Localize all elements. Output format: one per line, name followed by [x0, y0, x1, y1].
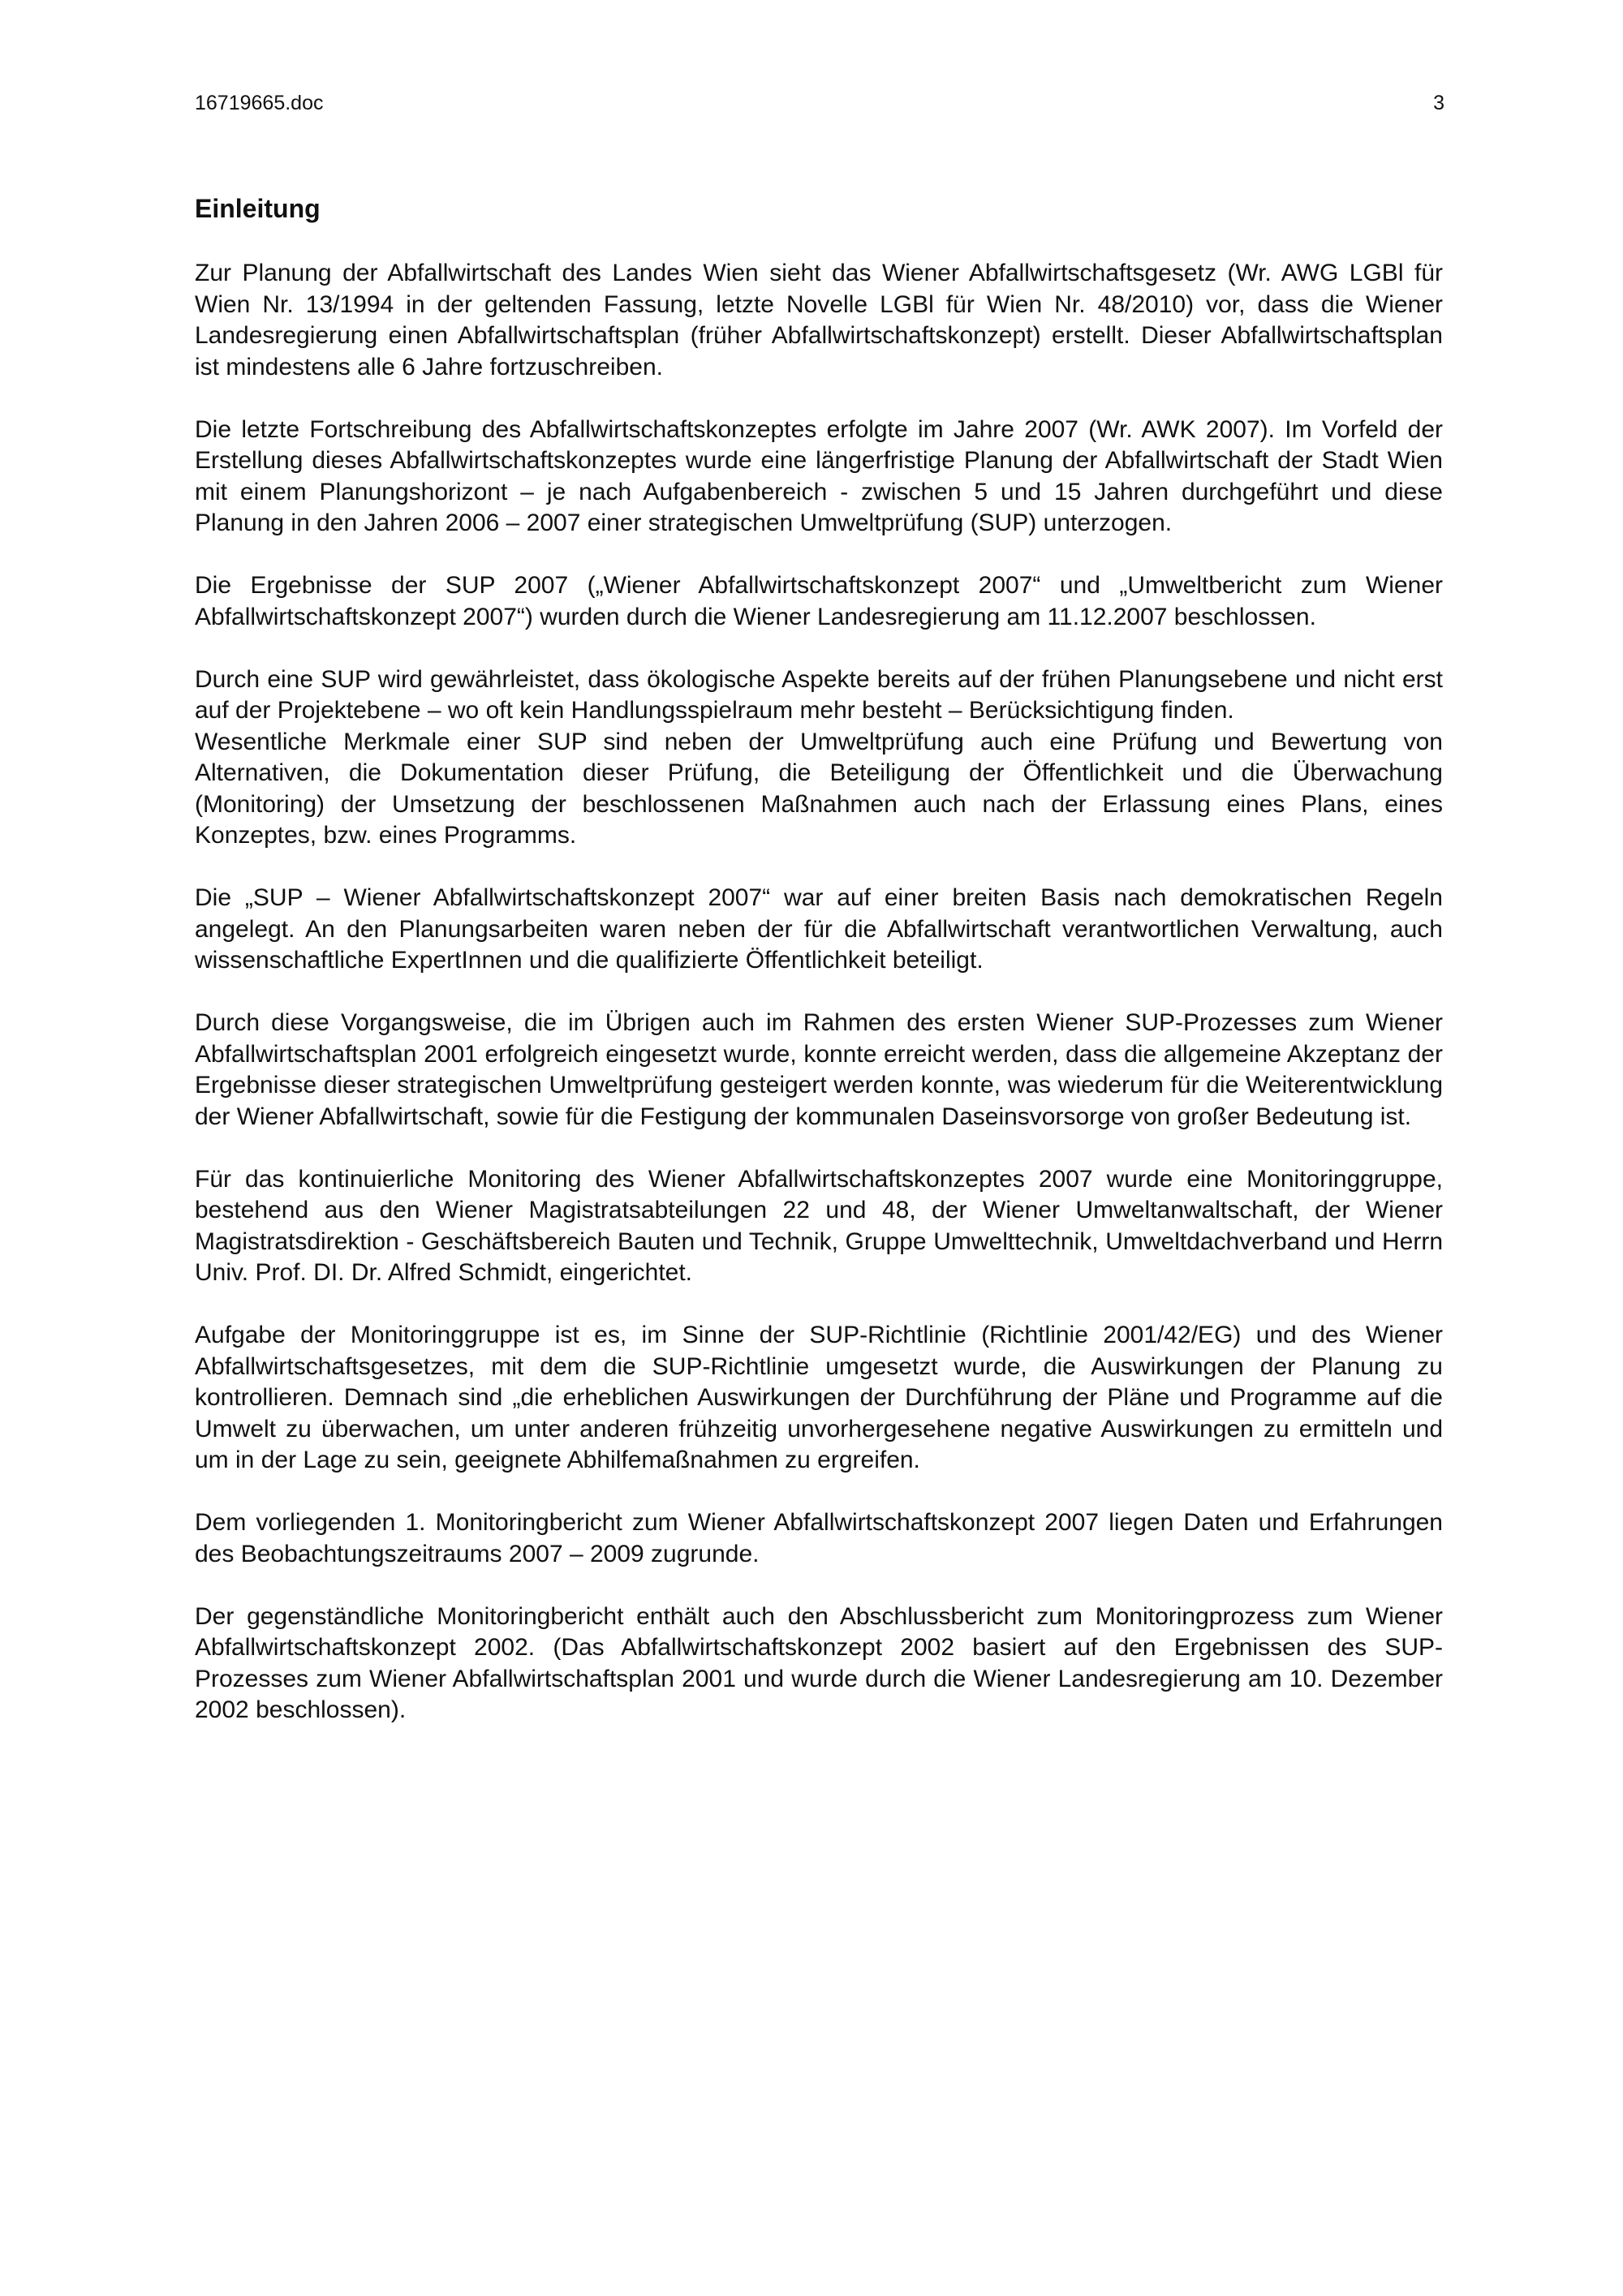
paragraph-7: Durch diese Vorgangsweise, die im Übrigen auch im Rahmen des ersten Wiener SUP-Prozesses zum Wiener Abfallwirtschaftsplan 2001 erfolgreich eingesetzt wurde, konnte erreicht werden, dass die allgemeine Akzeptanz der Ergebnisse dieser strategischen Umweltprüfung gesteigert werden konnte, was wiederum für die Weiterentwicklung der Wiener Abfallwirtschaft, sowie für die Festigung der kommunalen Daseinsvorsorge von großer Bedeutung ist. — [195, 1009, 1443, 1130]
paragraph-6: Die „SUP – Wiener Abfallwirtschaftskonzept 2007“ war auf einer breiten Basis nach demokratischen Regeln angelegt. An den Planungsarbeiten waren neben der für die Abfallwirtschaft verantwortlichen Verwaltung, auch wissenschaftliche ExpertInnen und die qualifizierte Öffentlichkeit beteiligt. — [195, 884, 1443, 974]
page-header — [195, 89, 1444, 117]
paragraph-3: Die Ergebnisse der SUP 2007 („Wiener Abfallwirtschaftskonzept 2007“ und „Umweltbericht zum Wiener Abfallwirtschaftskonzept 2007“) wurden durch die Wiener Landesregierung am 11.12.2007 beschlossen. — [195, 572, 1443, 630]
document-filename: 16719665.doc — [195, 92, 324, 114]
paragraph-5: Wesentliche Merkmale einer SUP sind neben der Umweltprüfung auch eine Prüfung und Bewertung von Alternativen, die Dokumentation dieser Prüfung, die Beteiligung der Öffentlichkeit und die Überwachung (Monitoring) der Umsetzung der beschlossenen Maßnahmen auch nach der Erlassung eines Plans, eines Konzeptes, bzw. eines Programms. — [195, 728, 1443, 849]
section-heading: Einleitung — [195, 194, 321, 223]
paragraph-10: Dem vorliegenden 1. Monitoringbericht zum Wiener Abfallwirtschaftskonzept 2007 liegen Daten und Erfahrungen des Beobachtungszeitraums 2007 – 2009 zugrunde. — [195, 1509, 1443, 1567]
paragraph-8: Für das kontinuierliche Monitoring des Wiener Abfallwirtschaftskonzeptes 2007 wurde eine Monitoringgruppe, bestehend aus den Wiener Magistratsabteilungen 22 und 48, der Wiener Umweltanwaltschaft, der Wiener Magistratsdirektion - Geschäftsbereich Bauten und Technik, Gruppe Umwelttechnik, Umweltdachverband und Herrn Univ. Prof. DI. Dr. Alfred Schmidt, eingerichtet. — [195, 1165, 1443, 1286]
paragraph-2: Die letzte Fortschreibung des Abfallwirtschaftskonzeptes erfolgte im Jahre 2007 (Wr. AWK 2007). Im Vorfeld der Erstellung dieses Abfallwirtschaftskonzeptes wurde eine längerfristige Planung der Abfallwirtschaft der Stadt Wien mit einem Planungshorizont – je nach Aufgabenbereich - zwischen 5 und 15 Jahren durchgeführt und diese Planung in den Jahren 2006 – 2007 einer strategischen Umweltprüfung (SUP) unterzogen. — [195, 415, 1443, 536]
paragraph-4: Durch eine SUP wird gewährleistet, dass ökologische Aspekte bereits auf der frühen Planungsebene und nicht erst auf der Projektebene – wo oft kein Handlungsspielraum mehr besteht – Berücksichtigung finden. — [195, 665, 1443, 724]
paragraph-1: Zur Planung der Abfallwirtschaft des Landes Wien sieht das Wiener Abfallwirtschaftsgesetz (Wr. AWG LGBl für Wien Nr. 13/1994 in der geltenden Fassung, letzte Novelle LGBl für Wien Nr. 48/2010) vor, dass die Wiener Landesregierung einen Abfallwirtschaftsplan (früher Abfallwirtschaftskonzept) erstellt. Dieser Abfallwirtschaftsplan ist mindestens alle 6 Jahre fortzuschreiben. — [195, 260, 1443, 381]
page-number: 3 — [1433, 92, 1444, 114]
paragraph-9: Aufgabe der Monitoringgruppe ist es, im Sinne der SUP-Richtlinie (Richtlinie 2001/42/EG) und des Wiener Abfallwirtschaftsgesetzes, mit dem die SUP-Richtlinie umgesetzt wurde, die Auswirkungen der Planung zu kontrollieren. Demnach sind „die erheblichen Auswirkungen der Durchführung der Pläne und Programme auf die Umwelt zu überwachen, um unter anderen frühzeitig unvorhergesehene negative Auswirkungen zu ermitteln und um in der Lage zu sein, geeignete Abhilfemaßnahmen zu ergreifen. — [195, 1322, 1443, 1473]
paragraph-11: Der gegenständliche Monitoringbericht enthält auch den Abschlussbericht zum Monitoringprozess zum Wiener Abfallwirtschaftskonzept 2002. (Das Abfallwirtschaftskonzept 2002 basiert auf den Ergebnissen des SUP-Prozesses zum Wiener Abfallwirtschaftsplan 2001 und wurde durch die Wiener Landesregierung am 10. Dezember 2002 beschlossen). — [195, 1602, 1443, 1723]
document-body — [195, 258, 1443, 1757]
